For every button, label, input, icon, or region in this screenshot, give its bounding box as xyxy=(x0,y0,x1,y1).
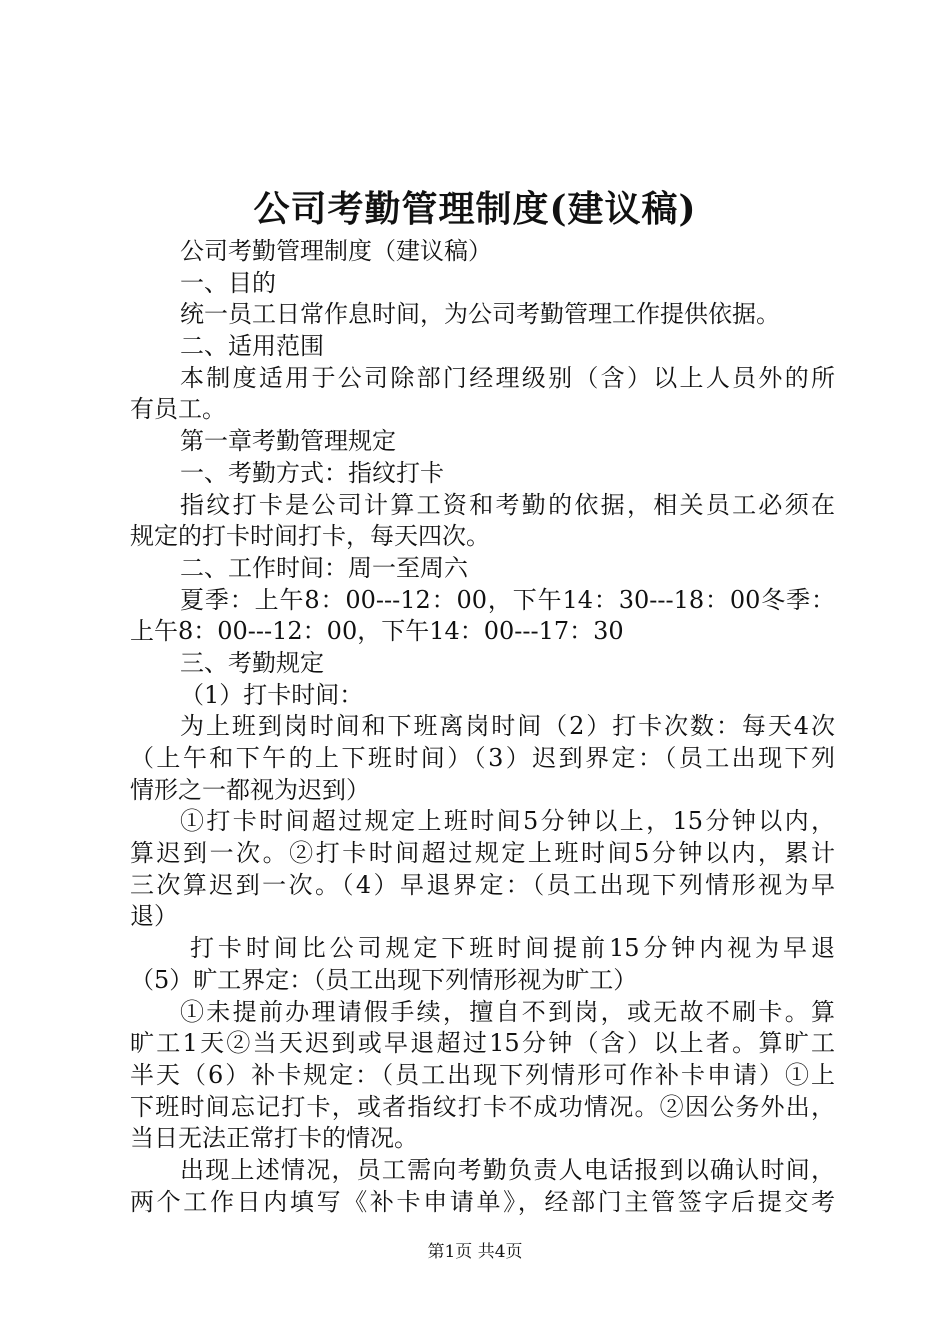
section-heading-method: 一、考勤方式：指纹打卡 xyxy=(180,458,444,487)
paragraph-line: 指纹打卡是公司计算工资和考勤的依据，相关员工必须在 xyxy=(180,490,835,519)
paragraph-line: 退） xyxy=(130,902,178,931)
section-heading-hours: 二、工作时间：周一至周六 xyxy=(180,553,468,582)
paragraph-line: （1）打卡时间： xyxy=(180,680,364,709)
paragraph-line: 有员工。 xyxy=(130,395,226,424)
paragraph-line: 为上班到岗时间和下班离岗时间（2）打卡次数：每天4次 xyxy=(180,712,835,741)
paragraph-line: （上午和下午的上下班时间）（3）迟到界定：（员工出现下列 xyxy=(130,744,835,772)
section-heading-scope: 二、适用范围 xyxy=(180,332,324,361)
paragraph-line: 半天（6）补卡规定：（员工出现下列情形可作补卡申请）①上 xyxy=(130,1060,835,1089)
paragraph-line: 三次算迟到一次。（4）早退界定：（员工出现下列情形视为早 xyxy=(130,870,835,899)
paragraph-line: ①打卡时间超过规定上班时间5分钟以上，15分钟以内， xyxy=(180,807,835,836)
paragraph-line: 情形之一都视为迟到） xyxy=(130,775,370,804)
paragraph-line: 算迟到一次。②打卡时间超过规定上班时间5分钟以内，累计 xyxy=(130,839,835,868)
section-heading-rules: 三、考勤规定 xyxy=(180,648,324,677)
paragraph-line: 两个工作日内填写《补卡申请单》，经部门主管签字后提交考 xyxy=(130,1187,835,1216)
paragraph-line: （5）旷工界定：（员工出现下列情形视为旷工） xyxy=(130,965,638,994)
paragraph-line: 夏季：上午8：00---12：00，下午14：30---18：00冬季： xyxy=(180,585,835,614)
paragraph-line: 上午8：00---12：00，下午14：00---17：30 xyxy=(130,617,624,646)
section-heading-purpose: 一、目的 xyxy=(180,268,276,297)
paragraph-line: 出现上述情况，员工需向考勤负责人电话报到以确认时间， xyxy=(180,1155,835,1184)
document-title: 公司考勤管理制度(建议稿) xyxy=(253,188,697,230)
paragraph-line: 当日无法正常打卡的情况。 xyxy=(130,1124,418,1153)
subtitle-line: 公司考勤管理制度（建议稿） xyxy=(180,237,492,265)
page-number: 第1页 共4页 xyxy=(427,1242,523,1262)
paragraph-line: 本制度适用于公司除部门经理级别（含）以上人员外的所 xyxy=(180,363,835,392)
paragraph-line: 下班时间忘记打卡，或者指纹打卡不成功情况。②因公务外出， xyxy=(130,1092,835,1121)
paragraph-line: 统一员工日常作息时间，为公司考勤管理工作提供依据。 xyxy=(180,300,780,329)
document-body xyxy=(130,236,835,1218)
chapter-heading: 第一章考勤管理规定 xyxy=(180,427,396,456)
paragraph-line: 打卡时间比公司规定下班时间提前15分钟内视为早退 xyxy=(190,934,835,963)
paragraph-line: 规定的打卡时间打卡，每天四次。 xyxy=(130,522,490,551)
paragraph-line: ①未提前办理请假手续，擅自不到岗，或无故不刷卡。算 xyxy=(180,997,835,1026)
paragraph-line: 旷工1天②当天迟到或早退超过15分钟（含）以上者。算旷工 xyxy=(130,1029,835,1058)
